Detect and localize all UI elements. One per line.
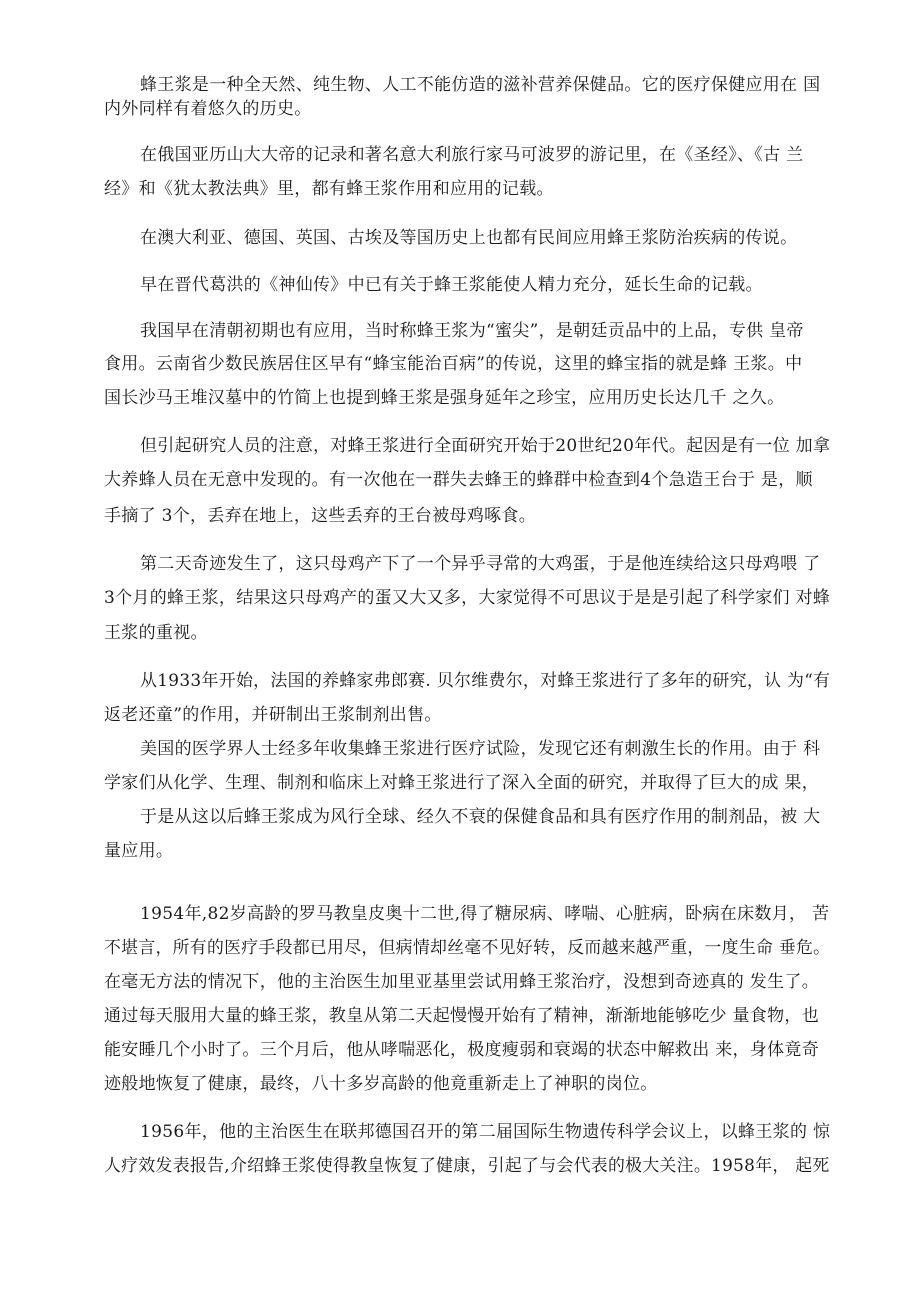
- text-line: 从1933年开始，法国的养蜂家弗郎赛. 贝尔维费尔，对蜂王浆进行了多年的研究，认 为“有: [140, 671, 831, 691]
- text-line: 内外同样有着悠久的历史。: [104, 99, 312, 119]
- text-line: 手摘了 3个，丢弃在地上，这些丢弃的王台被母鸡啄食。: [104, 506, 537, 526]
- text-line: 蜂王浆是一种全天然、纯生物、人工不能仿造的滋补营养保健品。它的医疗保健应用在 国: [140, 75, 821, 95]
- text-line: 通过每天服用大量的蜂王浆，教皇从第二天起慢慢开始有了精神，渐渐地能够吃少 量食物，也: [104, 1006, 820, 1026]
- text-line: 1956年，他的主治医生在联邦德国召开的第二届国际生物遗传科学会议上，以蜂王浆的 惊: [140, 1122, 831, 1142]
- text-line: 大养蜂人员在无意中发现的。有一次他在一群失去蜂王的蜂群中检查到4个急造王台于 是，顺: [104, 470, 813, 490]
- text-line: 在俄国亚历山大大帝的记录和著名意大利旅行家马可波罗的游记里，在《圣经》、《古 兰: [140, 145, 804, 165]
- text-line: 1954年,82岁高龄的罗马教皇皮奥十二世,得了糖尿病、哮喘、心脏病，卧病在床数月， 苦: [140, 904, 830, 924]
- text-line: 食用。云南省少数民族居住区早有“蜂宝能治百病”的传说，这里的蜂宝指的就是蜂 王浆。中: [104, 354, 803, 374]
- text-line: 量应用。: [104, 841, 174, 861]
- text-line: 国长沙马王堆汉墓中的竹简上也提到蜂王浆是强身延年之珍宝，应用历史长达几千 之久。: [104, 388, 785, 408]
- text-line: 不堪言，所有的医疗手段都已用尽，但病情却丝毫不见好转，反而越来越严重，一度生命 垂危。: [104, 938, 831, 958]
- text-line: 早在晋代葛洪的《神仙传》中已有关于蜂王浆能使人精力充分，延长生命的记载。: [140, 275, 763, 295]
- text-line: 经》和《犹太教法典》里，都有蜂王浆作用和应用的记载。: [104, 179, 554, 199]
- text-line: 3个月的蜂王浆，结果这只母鸡产的蛋又大又多，大家觉得不可思议于是是引起了科学家们 对蜂: [104, 588, 831, 608]
- text-line: 于是从这以后蜂王浆成为风行全球、经久不衰的保健食品和具有医疗作用的制剂品，被 大: [140, 807, 821, 827]
- text-line: 在澳大利亚、德国、英国、古埃及等国历史上也都有民间应用蜂王浆防治疾病的传说。: [140, 228, 798, 248]
- text-line: 迹般地恢复了健康，最终，八十多岁高龄的他竟重新走上了神职的岗位。: [104, 1074, 658, 1094]
- text-line: 第二天奇迹发生了，这只母鸡产下了一个异乎寻常的大鸡蛋，于是他连续给这只母鸡喂 了: [140, 554, 821, 574]
- text-line: 王浆的重视。: [104, 623, 208, 643]
- text-line: 美国的医学界人士经多年收集蜂王浆进行医疗试险，发现它还有刺激生长的作用。由于 科: [140, 739, 821, 759]
- text-line: 能安睡几个小时了。三个月后，他从哮喘恶化，极度瘦弱和衰竭的状态中解救出 来，身体竟奇: [104, 1040, 820, 1060]
- text-line: 但引起研究人员的注意，对蜂王浆进行全面研究开始于20世纪20年代。起因是有一位 加拿: [140, 436, 831, 456]
- text-line: 我国早在清朝初期也有应用，当时称蜂王浆为“蜜尖”，是朝廷贡品中的上品，专供 皇帝: [140, 321, 804, 341]
- text-line: 在毫无方法的情况下，他的主治医生加里亚基里尝试用蜂王浆治疗，没想到奇迹真的 发生了。: [104, 972, 820, 992]
- text-line: 人疗效发表报告,介绍蜂王浆使得教皇恢复了健康，引起了与会代表的极大关注。1958年， 起死: [104, 1156, 830, 1176]
- text-line: 返老还童”的作用，并研制出王浆制剂出售。: [104, 705, 442, 725]
- text-line: 学家们从化学、生理、制剂和临床上对蜂王浆进行了深入全面的研究，并取得了巨大的成 果，: [104, 773, 820, 793]
